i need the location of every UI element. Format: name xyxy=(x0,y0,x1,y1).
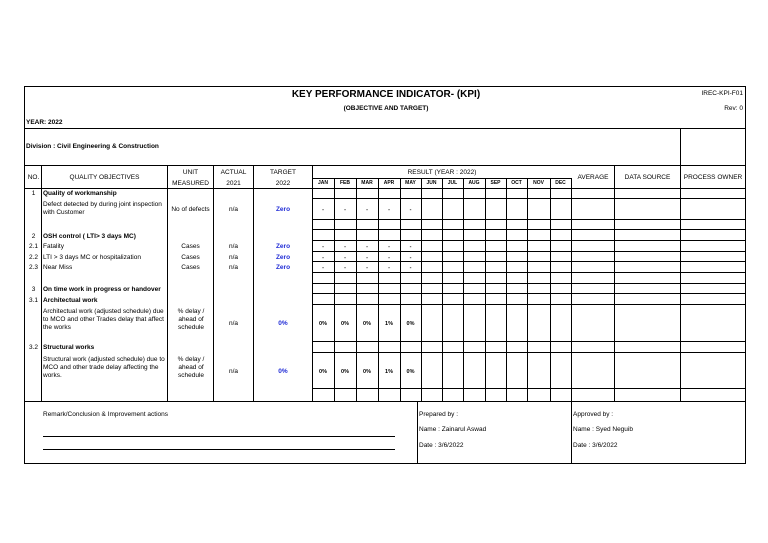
target-value: Zero xyxy=(275,243,291,250)
divider xyxy=(571,401,572,464)
col-data-source: DATA SOURCE xyxy=(624,174,671,181)
remark-line[interactable] xyxy=(43,436,395,437)
col-unit: UNIT xyxy=(182,169,199,176)
month-divider xyxy=(506,178,507,401)
actual-value: n/a xyxy=(228,368,239,375)
result-cell: 0% xyxy=(406,369,415,375)
result-cell: - xyxy=(409,244,412,250)
result-cell: - xyxy=(366,265,368,271)
row-divider xyxy=(312,293,745,294)
prepared-name: Name : Zainarul Aswad xyxy=(419,426,487,433)
form-subtitle: (OBJECTIVE AND TARGET) xyxy=(343,105,429,112)
result-cell: - xyxy=(366,207,368,213)
unit-measured: Cases xyxy=(181,264,200,271)
prepared-date: Date : 3/6/2022 xyxy=(419,442,464,449)
month-header: MAY xyxy=(405,180,416,186)
month-header: OCT xyxy=(511,180,522,186)
row-number: 1 xyxy=(31,190,36,197)
actual-value: n/a xyxy=(228,254,239,261)
unit-measured: % delay / ahead of schedule xyxy=(177,308,205,331)
doc-code: IREC-KPI-F01 xyxy=(701,90,743,97)
objective-description: Structural work (adjusted schedule) due to MCO and other trade delay affecting the works. xyxy=(43,356,165,379)
col-average: AVERAGE xyxy=(577,174,609,181)
divider xyxy=(417,401,418,464)
unit-measured: Cases xyxy=(181,254,200,261)
row-divider xyxy=(312,198,745,199)
target-value: Zero xyxy=(275,206,291,213)
month-header: SEP xyxy=(490,180,501,186)
divider xyxy=(25,401,745,402)
result-cell: 0% xyxy=(341,321,349,327)
row-divider xyxy=(312,352,745,353)
objective-description: Fatality xyxy=(43,243,64,250)
approved-name: Name : Syed Neguib xyxy=(573,426,633,433)
unit-measured: Cases xyxy=(181,243,200,250)
objective-title: Quality of workmanship xyxy=(43,190,117,197)
month-header: APR xyxy=(383,180,395,186)
divider xyxy=(680,128,681,165)
row-number: 3.2 xyxy=(28,344,39,351)
result-cell: - xyxy=(366,255,368,261)
result-cell: - xyxy=(344,265,346,271)
result-cell: 1% xyxy=(385,321,393,327)
row-divider xyxy=(312,240,745,241)
result-cell: - xyxy=(344,244,346,250)
result-cell: 0% xyxy=(363,321,371,327)
row-number: 2 xyxy=(31,233,36,240)
col-target: TARGET xyxy=(270,169,296,176)
approved-date: Date : 3/6/2022 xyxy=(573,442,618,449)
objective-title: On time work in progress or handover xyxy=(43,286,161,293)
month-divider xyxy=(485,178,486,401)
result-cell: - xyxy=(344,207,346,213)
month-header: DEC xyxy=(555,180,566,186)
division-label: Division : Civil Engineering & Construction xyxy=(26,143,159,150)
column-divider xyxy=(41,165,42,401)
divider xyxy=(25,165,745,166)
objective-description: Architectual work (adjusted schedule) due to MCO and other Trades delay that affect the works xyxy=(43,308,164,331)
result-cell: - xyxy=(388,244,390,250)
row-divider xyxy=(312,283,745,284)
month-divider xyxy=(442,178,443,401)
result-cell: - xyxy=(366,244,368,250)
objective-title: Structural works xyxy=(43,344,95,351)
actual-value: n/a xyxy=(228,206,239,213)
objective-title: Architectual work xyxy=(43,297,98,304)
target-value: 0% xyxy=(278,368,288,375)
col-result: RESULT (YEAR : 2022) xyxy=(407,169,477,176)
target-value: Zero xyxy=(275,264,291,271)
month-header: NOV xyxy=(533,180,544,186)
form-title: KEY PERFORMANCE INDICATOR- (KPI) xyxy=(291,89,481,100)
row-divider xyxy=(312,388,745,389)
actual-value: n/a xyxy=(228,243,239,250)
month-header: MAR xyxy=(361,180,373,186)
result-cell: 0% xyxy=(319,369,327,375)
col-actual-2: 2021 xyxy=(226,180,241,187)
result-cell: 1% xyxy=(385,369,393,375)
result-cell: - xyxy=(388,255,390,261)
month-divider xyxy=(463,178,464,401)
col-process-owner: PROCESS OWNER xyxy=(683,174,743,181)
result-cell: - xyxy=(388,207,390,213)
month-header: JAN xyxy=(317,180,328,186)
month-divider xyxy=(571,178,572,401)
result-cell: - xyxy=(322,244,324,250)
result-cell: - xyxy=(409,265,412,271)
year-label: YEAR: 2022 xyxy=(26,119,63,126)
row-divider xyxy=(312,229,745,230)
month-header: JUN xyxy=(426,180,437,186)
prepared-by-label: Prepared by : xyxy=(419,411,459,418)
result-cell: 0% xyxy=(341,369,349,375)
result-cell: - xyxy=(409,207,412,213)
row-divider xyxy=(312,304,745,305)
month-header: FEB xyxy=(340,180,350,186)
kpi-form xyxy=(24,86,746,464)
column-divider xyxy=(253,165,254,401)
unit-measured: % delay / ahead of schedule xyxy=(177,356,205,379)
month-header: JUL xyxy=(447,180,458,186)
revision: Rev: 0 xyxy=(724,105,743,112)
month-header: AUG xyxy=(468,180,480,186)
month-divider xyxy=(421,178,422,401)
remark-label: Remark/Conclusion & Improvement actions xyxy=(43,411,168,418)
col-target-2: 2022 xyxy=(275,180,291,187)
actual-value: n/a xyxy=(228,320,239,327)
row-number: 3 xyxy=(31,286,36,293)
divider xyxy=(25,188,745,189)
objective-description: Defect detected by during joint inspection with Customer xyxy=(43,201,162,216)
col-actual: ACTUAL xyxy=(220,169,247,176)
result-cell: - xyxy=(388,265,390,271)
row-number: 2.2 xyxy=(28,254,39,261)
col-unit-2: MEASURED xyxy=(172,180,209,187)
objective-title: OSH control ( LTI> 3 days MC) xyxy=(43,233,136,240)
row-divider xyxy=(312,341,745,342)
objective-description: LTI > 3 days MC or hospitalization xyxy=(43,254,141,261)
result-cell: 0% xyxy=(406,321,415,327)
result-cell: 0% xyxy=(319,321,327,327)
col-no: NO. xyxy=(27,174,40,181)
row-number: 2.3 xyxy=(28,264,39,271)
result-cell: - xyxy=(322,255,324,261)
row-divider xyxy=(312,251,745,252)
objective-description: Near Miss xyxy=(43,264,73,271)
result-cell: 0% xyxy=(363,369,371,375)
unit-measured: No of defects xyxy=(171,206,210,213)
result-cell: - xyxy=(344,255,346,261)
month-divider xyxy=(550,178,551,401)
row-number: 2.1 xyxy=(28,243,39,250)
target-value: 0% xyxy=(278,320,288,327)
result-cell: - xyxy=(322,207,324,213)
result-cell: - xyxy=(322,265,324,271)
row-divider xyxy=(312,272,745,273)
row-number: 3.1 xyxy=(28,297,39,304)
approved-by-label: Approved by : xyxy=(573,411,614,418)
result-cell: - xyxy=(409,255,412,261)
col-objectives: QUALITY OBJECTIVES xyxy=(69,174,140,181)
divider xyxy=(25,128,745,129)
month-divider xyxy=(527,178,528,401)
target-value: Zero xyxy=(275,254,291,261)
column-divider xyxy=(213,165,214,401)
row-divider xyxy=(312,219,745,220)
actual-value: n/a xyxy=(228,264,239,271)
remark-line[interactable] xyxy=(43,449,395,450)
